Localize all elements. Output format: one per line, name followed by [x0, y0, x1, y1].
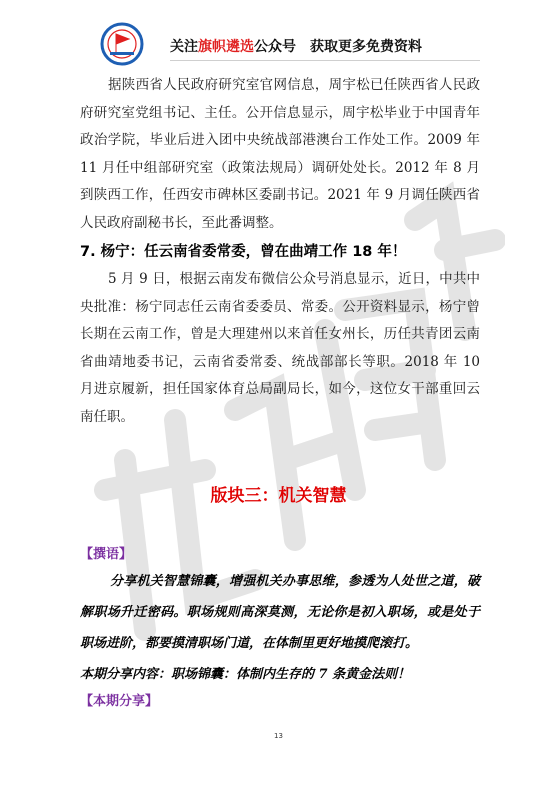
intro-block [80, 566, 480, 690]
header-divider [170, 60, 480, 61]
page-header [100, 22, 480, 66]
section-title: 版块三：机关智慧 [210, 486, 347, 506]
paragraph-yang-ning: 5 月 9 日，根据云南发布微信公众号消息显示，近日，中共中央批准：杨宁同志任云南省委委员、常委。公开资料显示，杨宁曾长期在云南工作，曾是大理建州以来首任女州长，历任共青团云南省曲靖地委书记，云南省委常委、统战部部长等职。2018 年 10 月进京履新，担任国家体育总局副局长，如今，这位女干部重回云南任职。 [80, 271, 480, 425]
intro-topic: 本期分享内容：职场锦囊：体制内生存的 7 条黄金法则！ [80, 667, 411, 682]
intro-text: 分享机关智慧锦囊，增强机关办事思维，参透为人处世之道，破解职场升迁密码。职场规则高深莫测，无论你是初入职场，或是处于职场进阶，都要摸清职场门道，在体制里更好地摸爬滚打。 [80, 574, 480, 651]
header-prefix: 关注 [170, 39, 198, 55]
page-number: 13 [274, 732, 283, 740]
brand-logo-icon [100, 22, 144, 66]
heading-yang-ning: 7. 杨宁：任云南省委常委，曾在曲靖工作 18 年！ [80, 244, 407, 260]
tag-intro: 【撰语】 [80, 547, 133, 562]
header-suffix: 公众号 获取更多免费资料 [254, 39, 422, 55]
header-slogan [170, 36, 422, 56]
paragraph-zhou-yusong: 据陕西省人民政府研究室官网信息，周宇松已任陕西省人民政府研究室党组书记、主任。公开信息显示，周宇松毕业于中国青年政治学院，毕业后进入团中央统战部港澳台工作处工作。2009 年 11 月任中组部研究室（政策法规局）调研处处长。2012 年 8 月到陕西工作，任西安市碑林区委副书记。2021 年 9 月调任陕西省人民政府副秘书长，至此番调整。 [80, 77, 480, 231]
header-brand: 旗帜遴选 [198, 39, 254, 55]
tag-share: 【本期分享】 [80, 694, 159, 709]
article-body [80, 72, 480, 431]
